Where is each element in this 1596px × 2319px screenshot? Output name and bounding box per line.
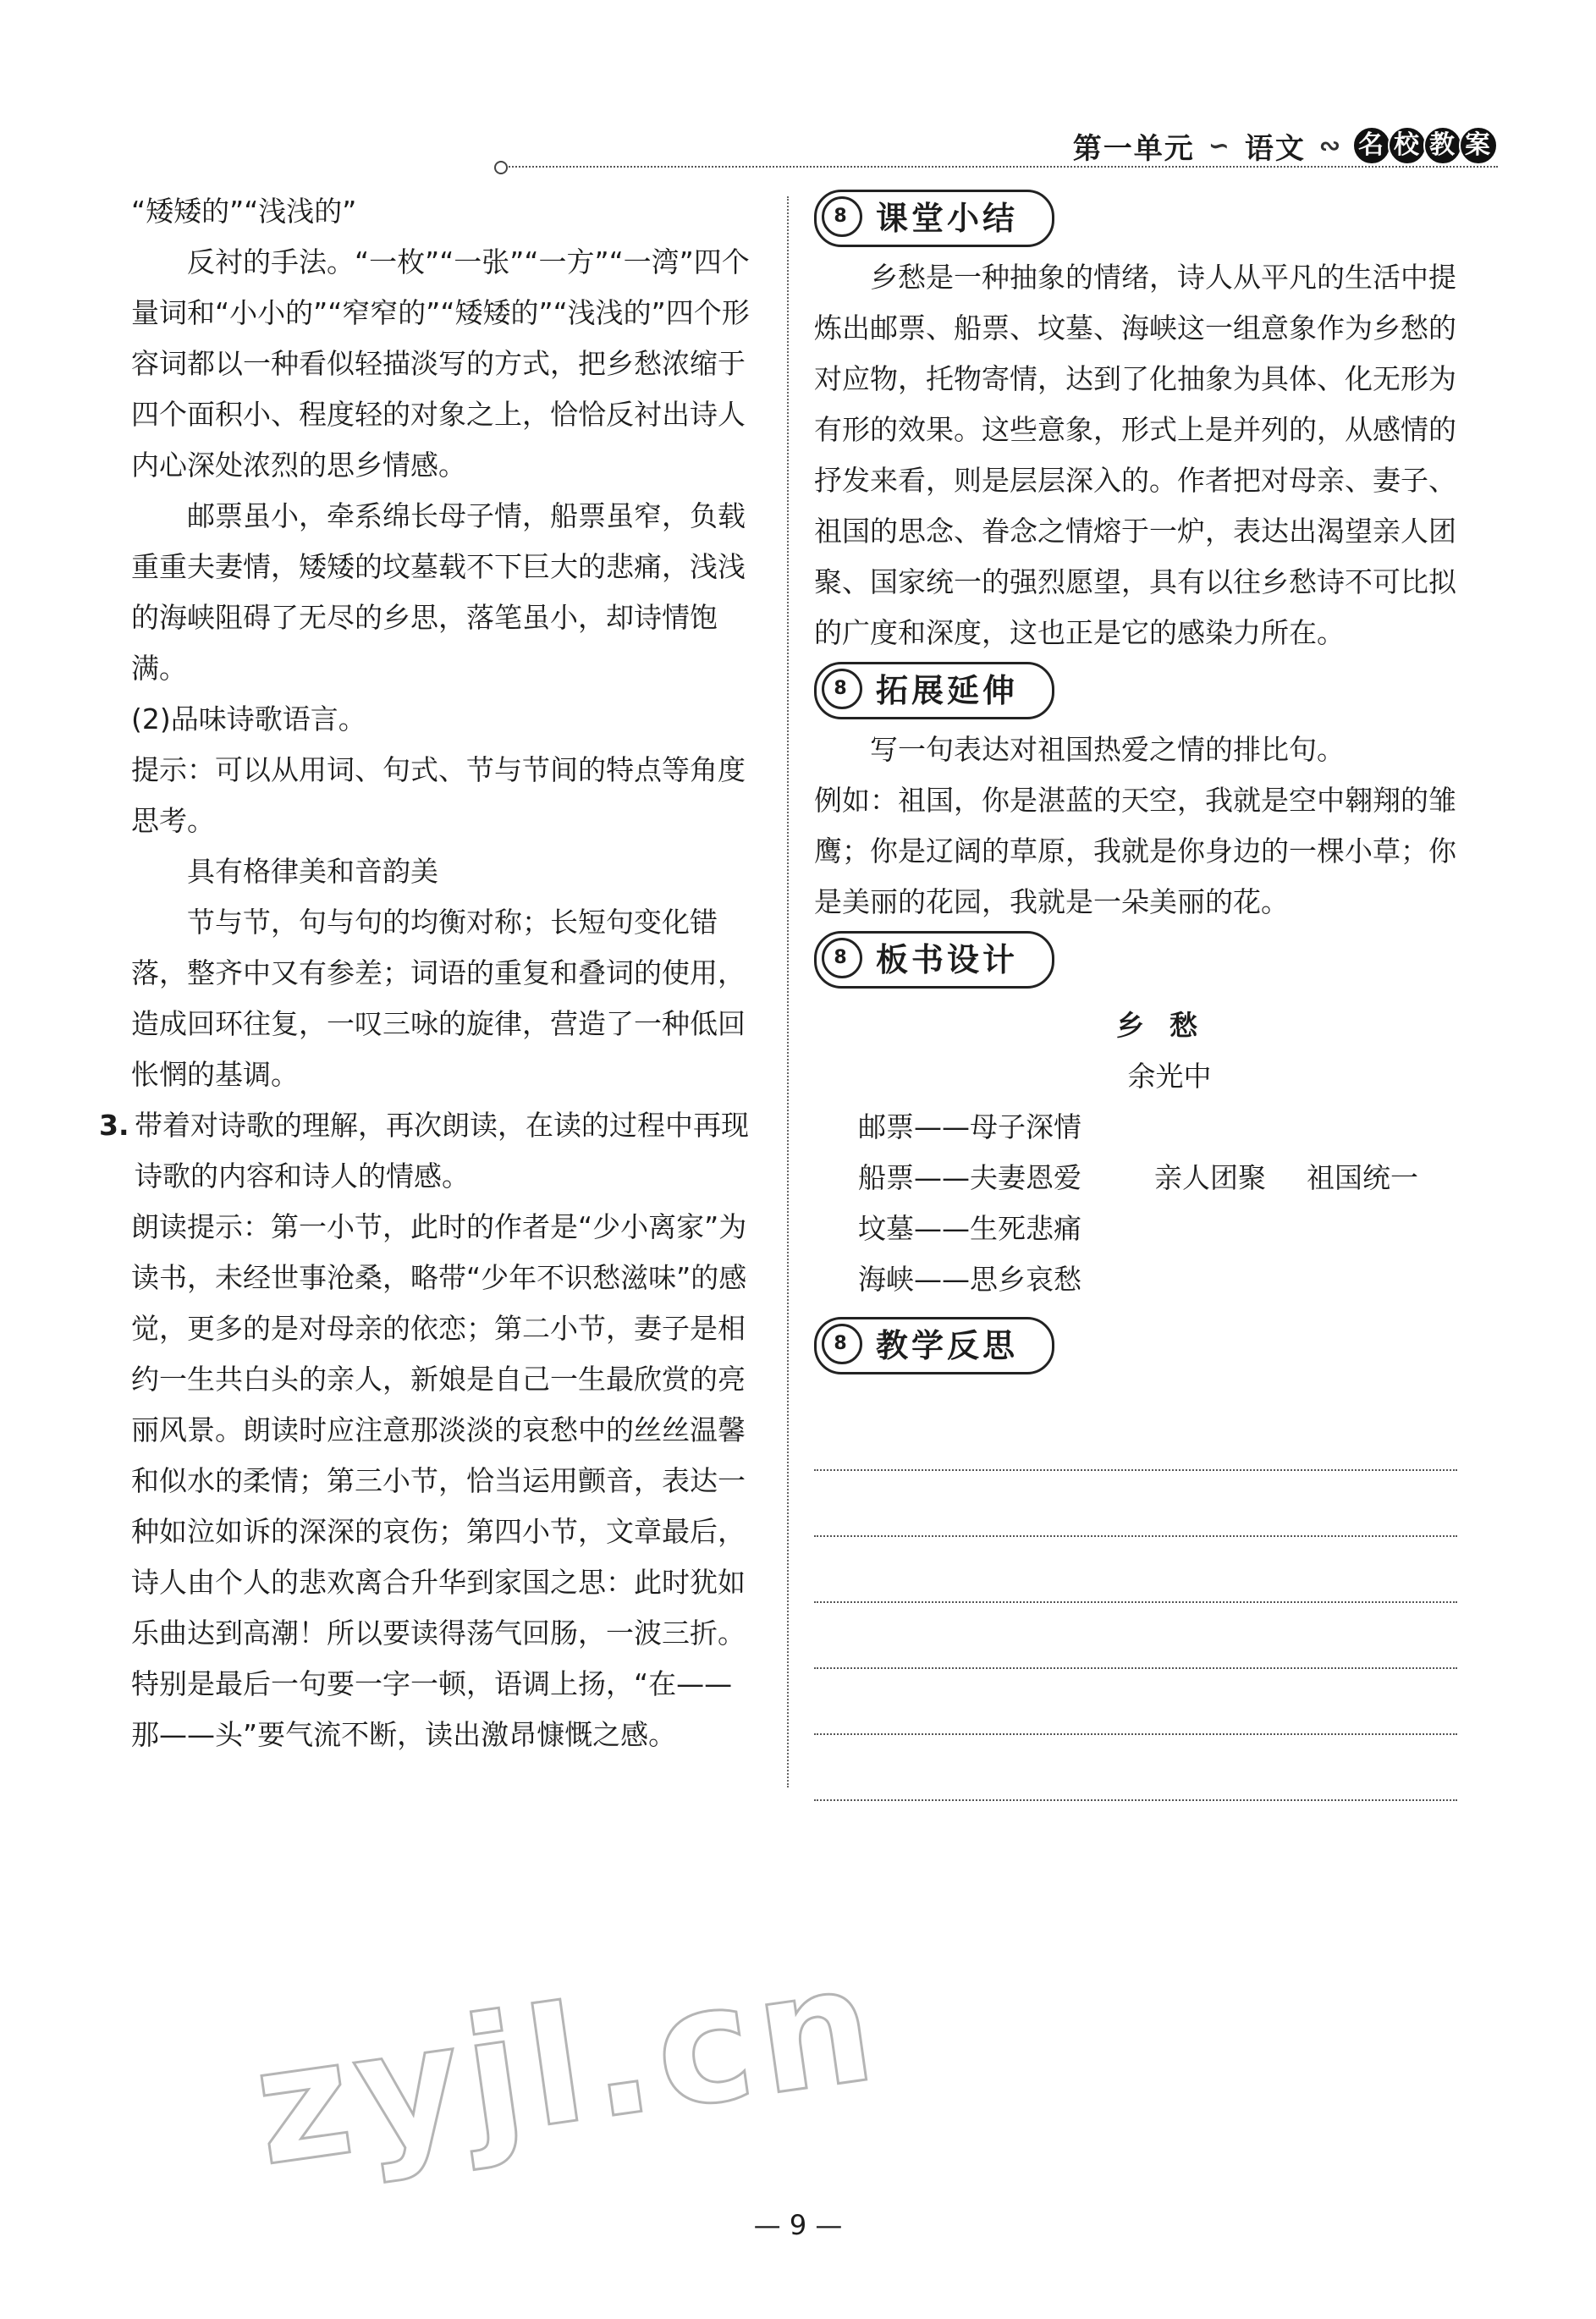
brand-logo: 名 校 教 案: [1356, 126, 1498, 165]
reflection-lines: [814, 1405, 1474, 1801]
board-author: 余光中: [1127, 1060, 1212, 1093]
header-dotted-rule: [499, 166, 1498, 168]
section-title-board: 8 板书设计: [814, 931, 1054, 989]
section-badge-icon: 8: [822, 938, 862, 978]
header-bullet-icon: [494, 161, 508, 174]
swirl-icon: ∾: [1318, 130, 1342, 161]
board-row: 船票——夫妻恩爱 亲人团聚 祖国统一: [858, 1161, 1418, 1194]
hint-text: 提示：可以从用词、句式、节与节间的特点等角度思考。: [131, 753, 746, 837]
header-title: [1073, 127, 1498, 164]
swirl-icon: ∽: [1208, 130, 1231, 161]
section-badge-icon: 8: [822, 669, 862, 709]
board-row: 坟墓——生死悲痛: [858, 1212, 1081, 1245]
paragraph: 邮票虽小，牵系绵长母子情，船票虽窄，负载重重夫妻情，矮矮的坟墓载不下巨大的悲痛，浅浅的海峡阻碍了无尽的乡思，落笔虽小，却诗情饱满。: [131, 499, 746, 685]
key-point: 具有格律美和音韵美: [187, 855, 438, 888]
board-design: [814, 1000, 1474, 1305]
writing-line[interactable]: [814, 1471, 1457, 1537]
writing-line[interactable]: [814, 1537, 1457, 1603]
paragraph: 反衬的手法。“一枚”“一张”“一方”“一湾”四个量词和“小小的”“窄窄的”“矮矮的”“浅浅的”四个形容词都以一种看似轻描淡写的方式，把乡愁浓缩于四个面积小、程度轻的对象之上，恰恰反衬出诗人内心深处浓烈的思乡情感。: [131, 245, 750, 482]
text-line: “矮矮的”“浅浅的”: [131, 195, 357, 228]
writing-line[interactable]: [814, 1603, 1457, 1669]
subject-label: 语文: [1244, 131, 1306, 166]
section-title-summary: 8 课堂小结: [814, 190, 1054, 247]
section-title-extension: 8 拓展延伸: [814, 662, 1054, 719]
reading-hint: 朗读提示：第一小节，此时的作者是“少小离家”为读书，未经世事沧桑，略带“少年不识愁滋味”的感觉，更多的是对母亲的依恋；第二小节，妻子是相约一生共白头的亲人，新娘是自己一生最欣赏的亮丽风景。朗读时应注意那淡淡的哀愁中的丝丝温馨和似水的柔情；第三小节，恰当运用颤音，表达一种如泣如诉的深深的哀伤；第四小节，文章最后，诗人由个人的悲欢离合升华到家国之思：此时犹如乐曲达到高潮！所以要读得荡气回肠，一波三折。特别是最后一句要一字一顿，语调上扬，“在——那——头”要气流不断，读出激昂慷慨之感。: [131, 1210, 747, 1751]
unit-label: 第一单元: [1072, 131, 1195, 166]
left-column: [99, 186, 753, 1760]
column-divider: [787, 196, 789, 1787]
item-text: 带着对诗歌的理解，再次朗读，在读的过程中再现诗歌的内容和诗人的情感。: [135, 1109, 749, 1193]
right-column: [814, 186, 1474, 1801]
summary-text: 乡愁是一种抽象的情绪，诗人从平凡的生活中提炼出邮票、船票、坟墓、海峡这一组意象作为乡愁的对应物，托物寄情，达到了化抽象为具体、化无形为有形的效果。这些意象，形式上是并列的，从感情的抒发来看，则是层层深入的。作者把对母亲、妻子、祖国的思念、眷念之情熔于一炉，表达出渴望亲人团聚、国家统一的强烈愿望，具有以往乡愁诗不可比拟的广度和深度，这也正是它的感染力所在。: [814, 261, 1456, 649]
list-item: [99, 1100, 753, 1202]
writing-line[interactable]: [814, 1405, 1457, 1471]
board-row: 海峡——思乡哀愁: [858, 1263, 1081, 1296]
section-title-reflection: 8 教学反思: [814, 1317, 1054, 1374]
board-row: 邮票——母子深情: [858, 1110, 1081, 1143]
item-number: 3.: [99, 1109, 129, 1142]
writing-line[interactable]: [814, 1735, 1457, 1801]
page-number: — 9 —: [753, 2209, 843, 2241]
writing-line[interactable]: [814, 1669, 1457, 1735]
extension-task: 写一句表达对祖国热爱之情的排比句。: [870, 733, 1345, 766]
section-badge-icon: 8: [822, 196, 862, 237]
page-header: [499, 127, 1498, 178]
board-title: 乡愁: [1116, 1009, 1223, 1042]
paragraph: 节与节，句与句的均衡对称；长短句变化错落，整齐中又有参差；词语的重复和叠词的使用，造成回环往复，一叹三咏的旋律，营造了一种低回怅惘的基调。: [131, 906, 746, 1091]
watermark: zyjl.cn: [244, 1929, 891, 2202]
extension-example: 例如：祖国，你是湛蓝的天空，我就是空中翱翔的雏鹰；你是辽阔的草原，我就是你身边的一棵小草；你是美丽的花园，我就是一朵美丽的花。: [814, 784, 1456, 918]
sub-heading: (2)品味诗歌语言。: [131, 702, 366, 735]
section-badge-icon: 8: [822, 1324, 862, 1364]
